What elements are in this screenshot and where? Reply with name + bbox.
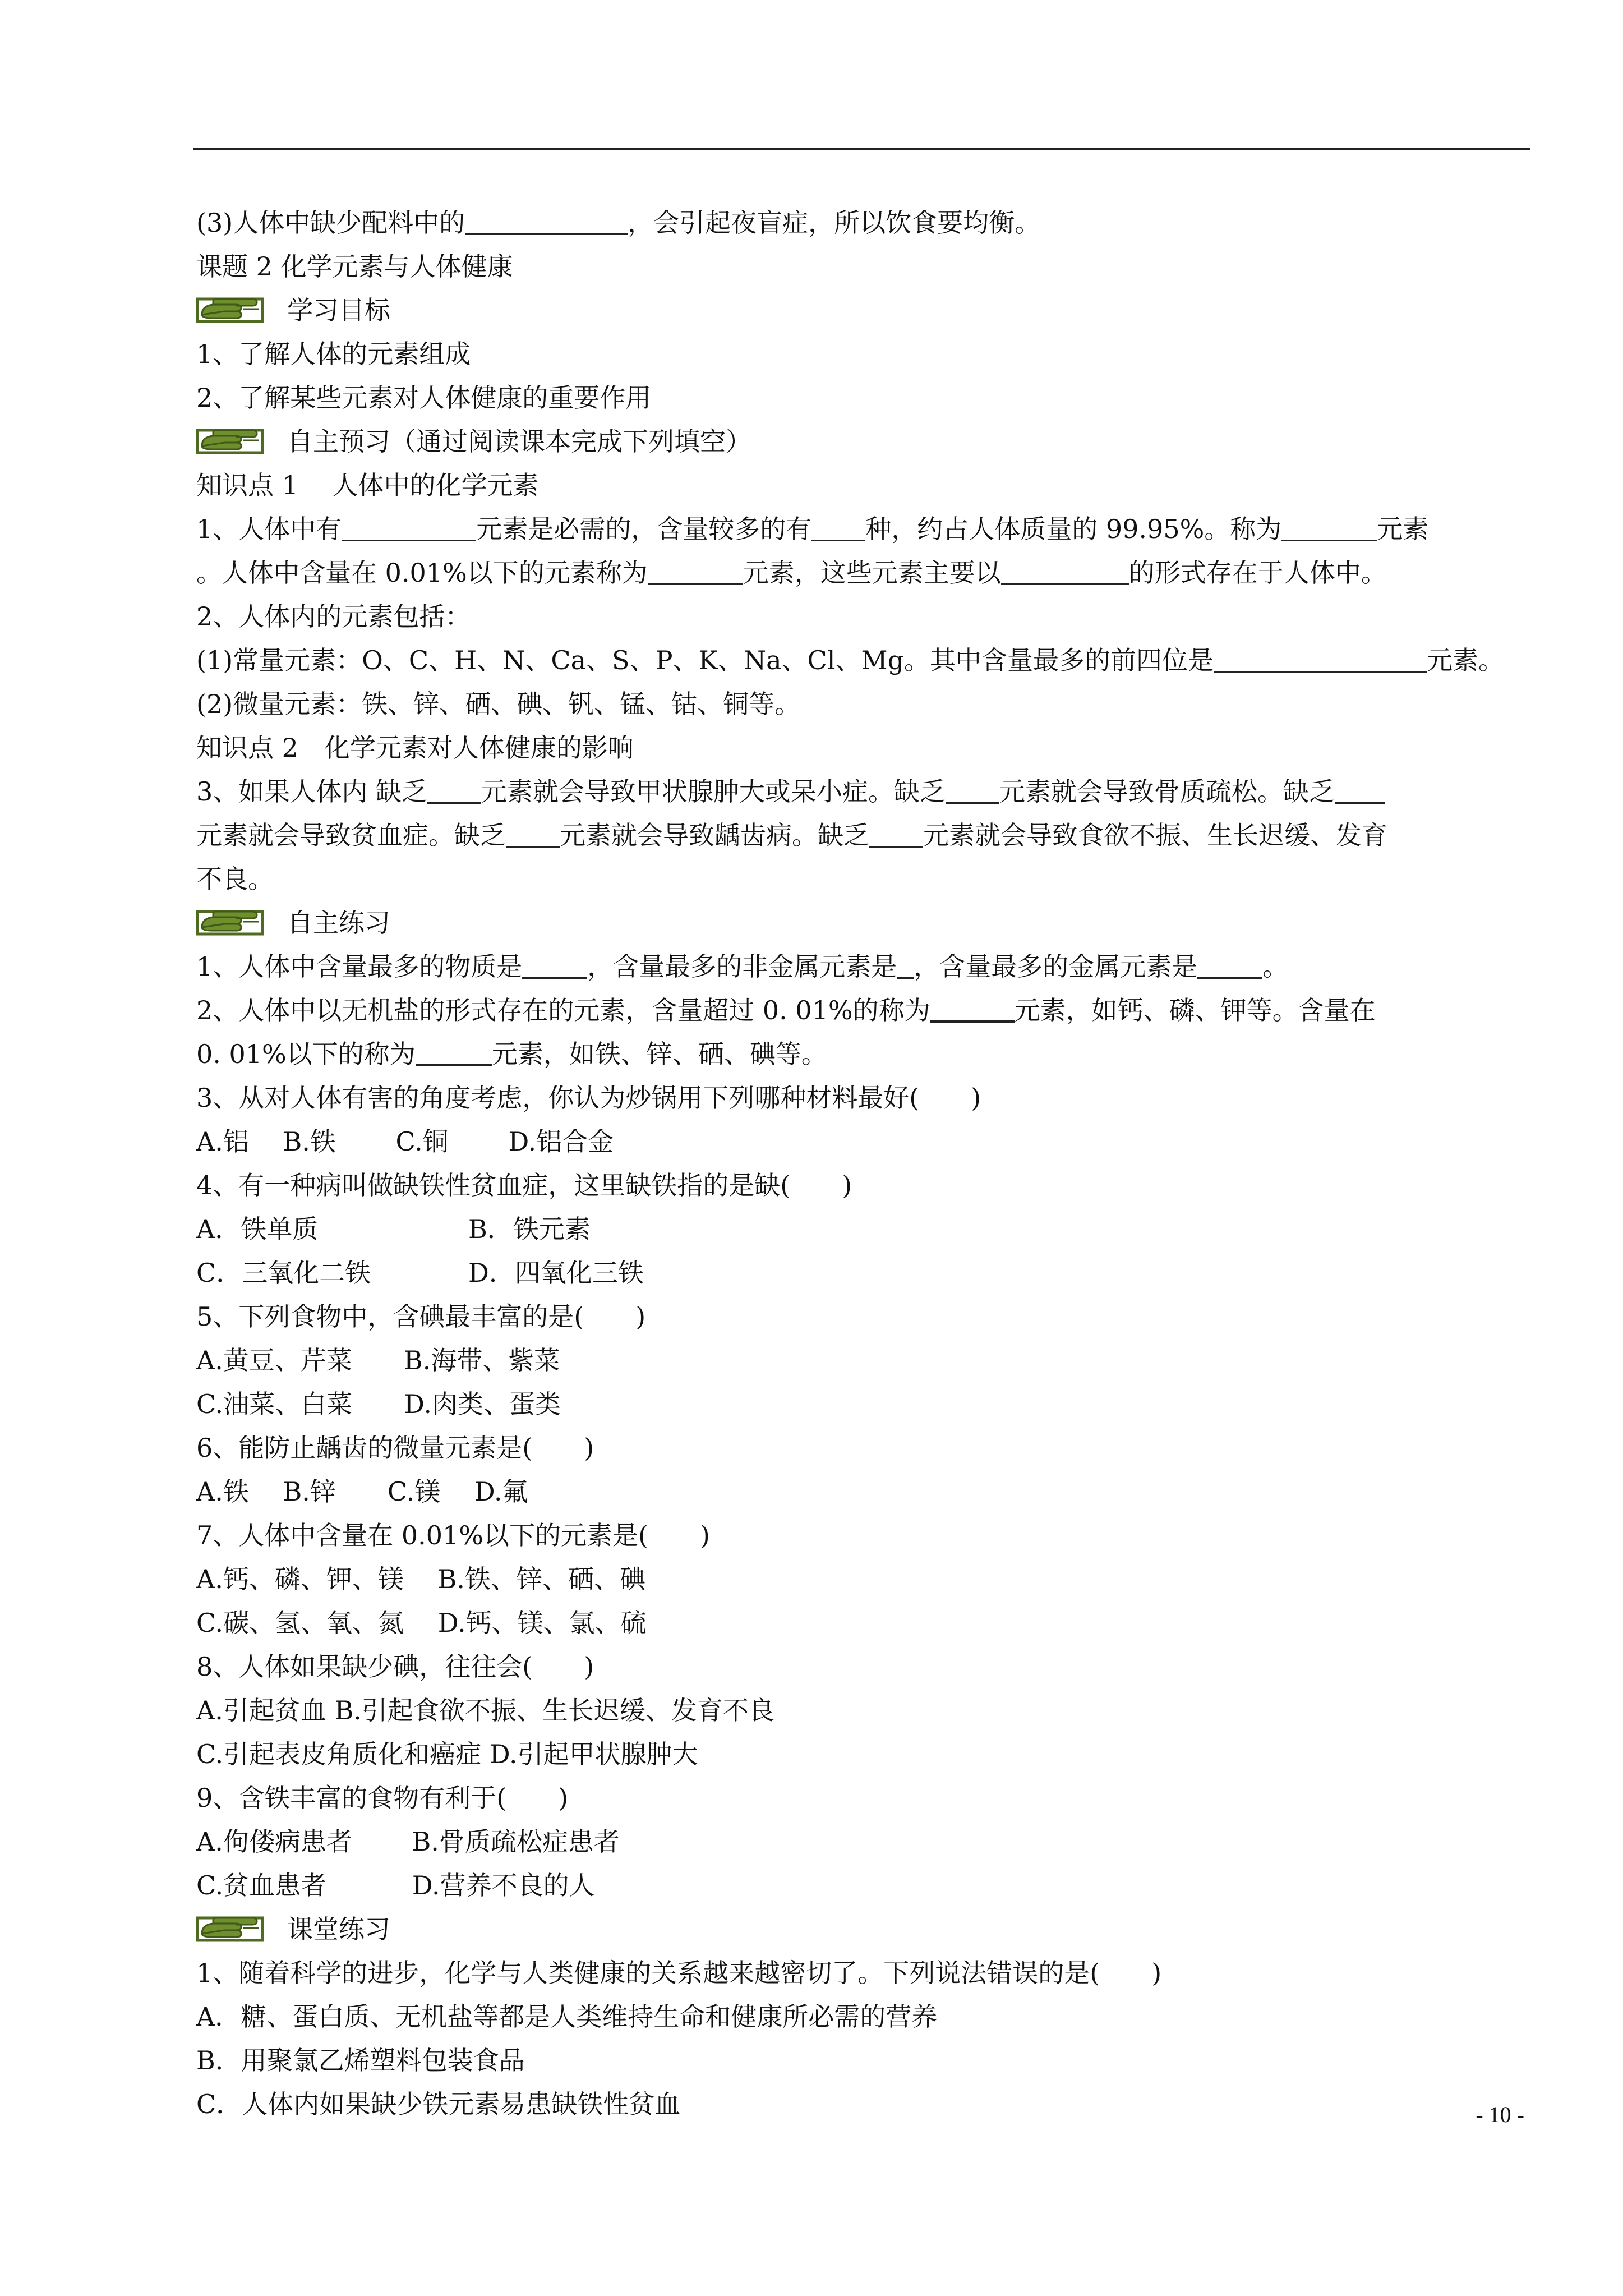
answer-options[interactable]: A.铝 B.铁 C.铜 D.铝合金 [196,1126,614,1157]
question: 4、有一种病叫做缺铁性贫血症，这里缺铁指的是缺( ) [196,1170,852,1200]
blank-field[interactable] [811,515,865,541]
answer-options [196,1251,1530,1295]
blank-field[interactable] [416,1039,492,1066]
blank-field[interactable] [1001,559,1129,585]
option-b[interactable]: B．铁元素 [468,1214,591,1244]
section-label: 课堂练习 [287,1914,390,1944]
text: 元素，如铁、锌、硒、碘等。 [491,1039,827,1069]
answer-options[interactable]: A.佝偻病患者 B.骨质疏松症患者 [196,1826,620,1857]
question: 1、随着科学的进步，化学与人类健康的关系越来越密切了。下列说法错误的是( ) [196,1958,1162,1988]
option-c[interactable]: C．三氧化二铁 [196,1258,371,1288]
text-line: (2)微量元素：铁、锌、硒、碘、钒、锰、钴、铜等。 [196,689,801,719]
answer-options[interactable]: C.引起表皮角质化和癌症 D.引起甲状腺肿大 [196,1739,698,1769]
text: 1、人体中含量最多的物质是 [196,951,523,982]
answer-options[interactable]: A.铁 B.锌 C.镁 D.氟 [196,1476,528,1507]
blank-field[interactable] [1197,953,1262,979]
knowledge-point-heading: 知识点 1 人体中的化学元素 [196,470,539,500]
text: 的形式存在于人体中。 [1128,558,1387,588]
text: 0. 01%以下的称为 [196,1039,416,1069]
answer-options[interactable]: C.贫血患者 D.营养不良的人 [196,1870,595,1901]
question: 6、能防止龋齿的微量元素是( ) [196,1433,594,1463]
option-a[interactable]: A．铁单质 [196,1214,319,1244]
section-self-practice [196,901,1530,945]
answer-options[interactable]: A.钙、磷、钾、镁 B.铁、锌、硒、碘 [196,1564,645,1594]
text: 种，约占人体质量的 99.95%。称为 [865,514,1282,544]
answer-option[interactable]: C．人体内如果缺少铁元素易患缺铁性贫血 [196,2089,681,2119]
blank-field[interactable] [897,953,914,979]
text: 2、人体中以无机盐的形式存在的元素，含量超过 0. 01%的称为 [196,995,930,1025]
blank-field[interactable] [427,777,481,804]
header-rule [193,148,1530,150]
question: 5、下列食物中，含碘最丰富的是( ) [196,1301,646,1332]
question: 3、从对人体有害的角度考虑，你认为炒锅用下列哪种材料最好( ) [196,1083,981,1113]
pointing-hand-icon [196,427,264,456]
text: 元素，这些元素主要以 [743,558,1001,588]
blank-field[interactable] [648,559,743,585]
blank-field[interactable] [1214,646,1427,673]
answer-options[interactable]: C.碳、氢、氧、氮 D.钙、镁、氯、硫 [196,1608,647,1638]
answer-options[interactable]: A.黄豆、芹菜 B.海带、紫菜 [196,1345,560,1375]
text-line [196,813,1530,857]
section-self-preview [196,420,1530,463]
text: ，含量最多的非金属元素是 [587,951,897,982]
pointing-hand-icon [196,296,264,325]
text: (3)人体中缺少配料中的 [196,208,465,238]
text-line [196,945,1530,988]
text: 元素是必需的，含量较多的有 [476,514,812,544]
blank-field[interactable] [930,995,1015,1023]
answer-options[interactable]: A.引起贫血 B.引起食欲不振、生长迟缓、发育不良 [196,1695,774,1726]
blank-field[interactable] [1281,515,1377,541]
text: 。 [1262,951,1289,982]
question: 8、人体如果缺少碘，往往会( ) [196,1651,594,1682]
section-learning-goals [196,288,1530,332]
text: (1)常量元素：O、C、H、N、Ca、S、P、K、Na、Cl、Mg。其中含量最多的前四位是 [196,645,1214,675]
knowledge-point-heading: 知识点 2 化学元素对人体健康的影响 [196,733,634,763]
text: ，含量最多的金属元素是 [914,951,1198,982]
pointing-hand-icon [196,908,264,937]
blank-field[interactable] [869,821,923,848]
page-number: - 10 - [1476,2102,1524,2127]
document-body [196,201,1530,2126]
text-line: 不良。 [196,864,274,894]
text: ，会引起夜盲症，所以饮食要均衡。 [628,208,1041,238]
blank-field[interactable] [522,953,587,979]
answer-option[interactable]: B．用聚氯乙烯塑料包装食品 [196,2045,525,2076]
section-class-practice [196,1907,1530,1951]
text: 元素就会导致龋齿病。缺乏 [560,820,869,850]
text-line [196,1032,1530,1076]
text-line [196,507,1530,551]
text-line [196,201,1530,245]
blank-field[interactable] [1335,777,1385,804]
text: 元素就会导致甲状腺肿大或呆小症。缺乏 [481,776,946,807]
pointing-hand-icon [196,1915,264,1944]
blank-field[interactable] [506,821,560,848]
text: 3、如果人体内 缺乏 [196,776,427,807]
text-line: 2、了解某些元素对人体健康的重要作用 [196,383,652,413]
answer-options [196,1207,1530,1251]
text: 元素就会导致骨质疏松。缺乏 [999,776,1335,807]
text: 元素，如钙、磷、钾等。含量在 [1014,995,1376,1025]
answer-option[interactable]: A．糖、蛋白质、无机盐等都是人类维持生命和健康所必需的营养 [196,2001,938,2032]
text-line [196,988,1530,1032]
text-line: 1、了解人体的元素组成 [196,339,471,369]
text-line [196,638,1530,682]
topic-title: 课题 2 化学元素与人体健康 [196,251,513,282]
question: 7、人体中含量在 0.01%以下的元素是( ) [196,1520,710,1550]
text: 元素就会导致贫血症。缺乏 [196,820,506,850]
blank-field[interactable] [342,515,476,541]
text: 元素 [1377,514,1429,544]
text: 元素。 [1427,645,1505,675]
text: 1、人体中有 [196,514,342,544]
section-label: 自主预习（通过阅读课本完成下列填空） [287,426,751,457]
blank-field[interactable] [465,209,628,235]
answer-options[interactable]: C.油菜、白菜 D.肉类、蛋类 [196,1389,561,1419]
option-d[interactable]: D．四氧化三铁 [468,1258,644,1288]
text-line: 2、人体内的元素包括： [196,601,471,632]
text: 。人体中含量在 0.01%以下的元素称为 [196,558,648,588]
text-line [196,551,1530,595]
text: 元素就会导致食欲不振、生长迟缓、发育 [923,820,1387,850]
blank-field[interactable] [946,777,999,804]
section-label: 自主练习 [287,908,390,938]
text-line [196,770,1530,813]
section-label: 学习目标 [287,295,390,325]
question: 9、含铁丰富的食物有利于( ) [196,1783,569,1813]
